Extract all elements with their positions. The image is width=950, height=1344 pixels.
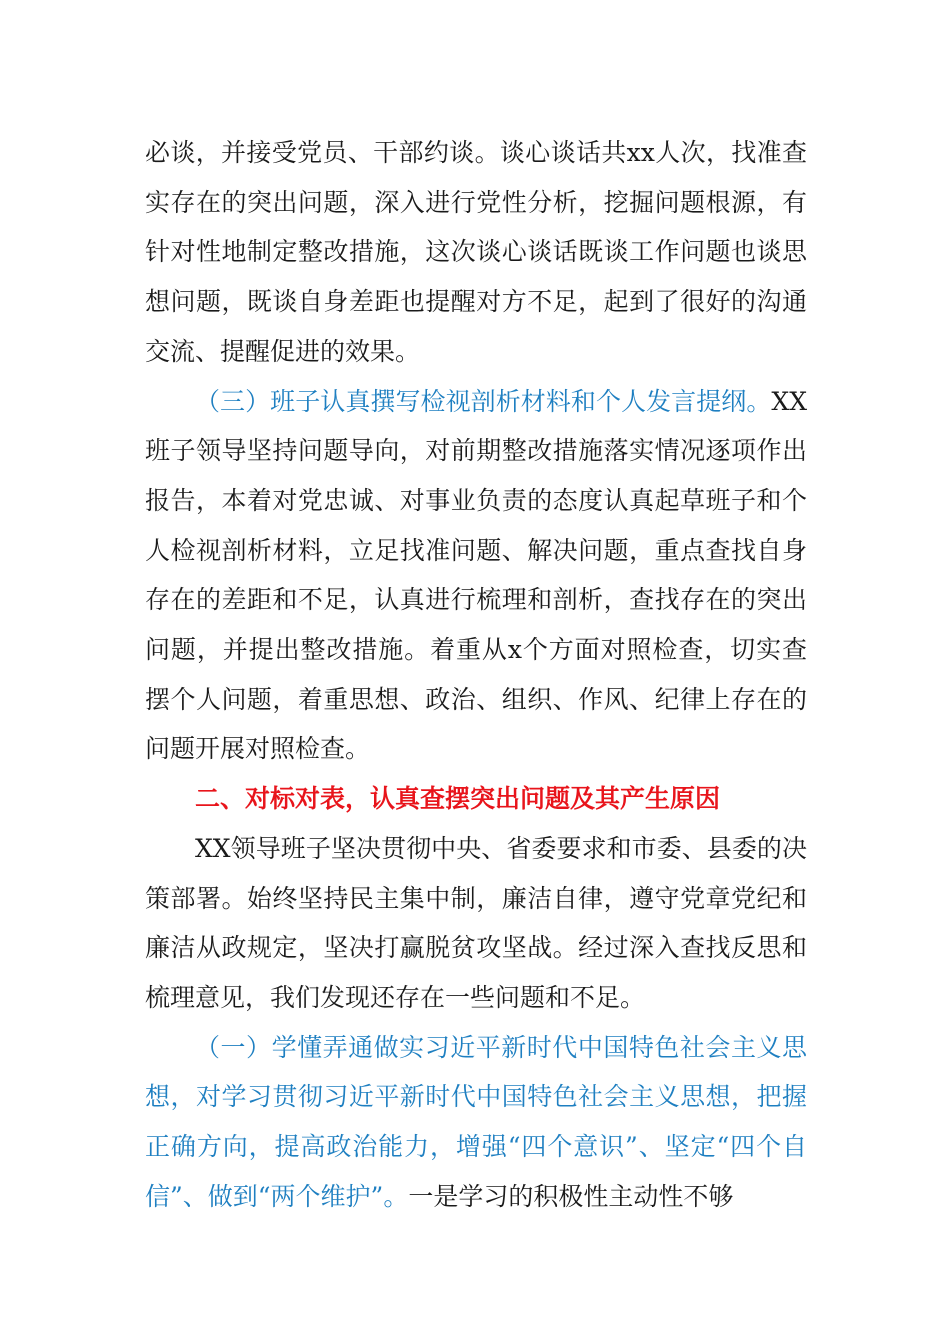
paragraph-study-thought-body: 一是学习的积极性主动性不够 (408, 1181, 734, 1211)
paragraph-review-materials (145, 377, 807, 775)
document-body (145, 128, 807, 1221)
subheading-study-thought: （一）学懂弄通做实习近平新时代中国特色社会主义思想，对学习贯彻习近平新时代中国特色社会主义思想，把握正确方向，提高政治能力，增强“四个意识”、坚定“四个自信”、做到“两个维护”。 (145, 1032, 807, 1211)
paragraph-study-thought (145, 1023, 807, 1222)
paragraph-leadership-summary: XX领导班子坚决贯彻中央、省委要求和市委、县委的决策部署。始终坚持民主集中制，廉洁自律，遵守党章党纪和廉洁从政规定，坚决打赢脱贫攻坚战。经过深入查找反思和梳理意见，我们发现还存在一些问题和不足。 (145, 833, 807, 1012)
paragraph-review-materials-body: XX班子领导坚持问题导向，对前期整改措施落实情况逐项作出报告，本着对党忠诚、对事业负责的态度认真起草班子和个人检视剖析材料，立足找准问题、解决问题，重点查找自身存在的差距和不足，认真进行梳理和剖析，查找存在的突出问题，并提出整改措施。着重从x个方面对照检查，切实查摆个人问题，着重思想、政治、组织、作风、纪律上存在的问题开展对照检查。 (145, 386, 807, 764)
subheading-review-materials: （三）班子认真撰写检视剖析材料和个人发言提纲。 (195, 386, 772, 416)
paragraph-talks: 必谈，并接受党员、干部约谈。谈心谈话共xx人次，找准查实存在的突出问题，深入进行党性分析，挖掘问题根源，有针对性地制定整改措施，这次谈心谈话既谈工作问题也谈思想问题，既谈自身差距也提醒对方不足，起到了很好的沟通交流、提醒促进的效果。 (145, 138, 807, 366)
section-title-2: 二、对标对表，认真查摆突出问题及其产生原因 (195, 784, 721, 814)
